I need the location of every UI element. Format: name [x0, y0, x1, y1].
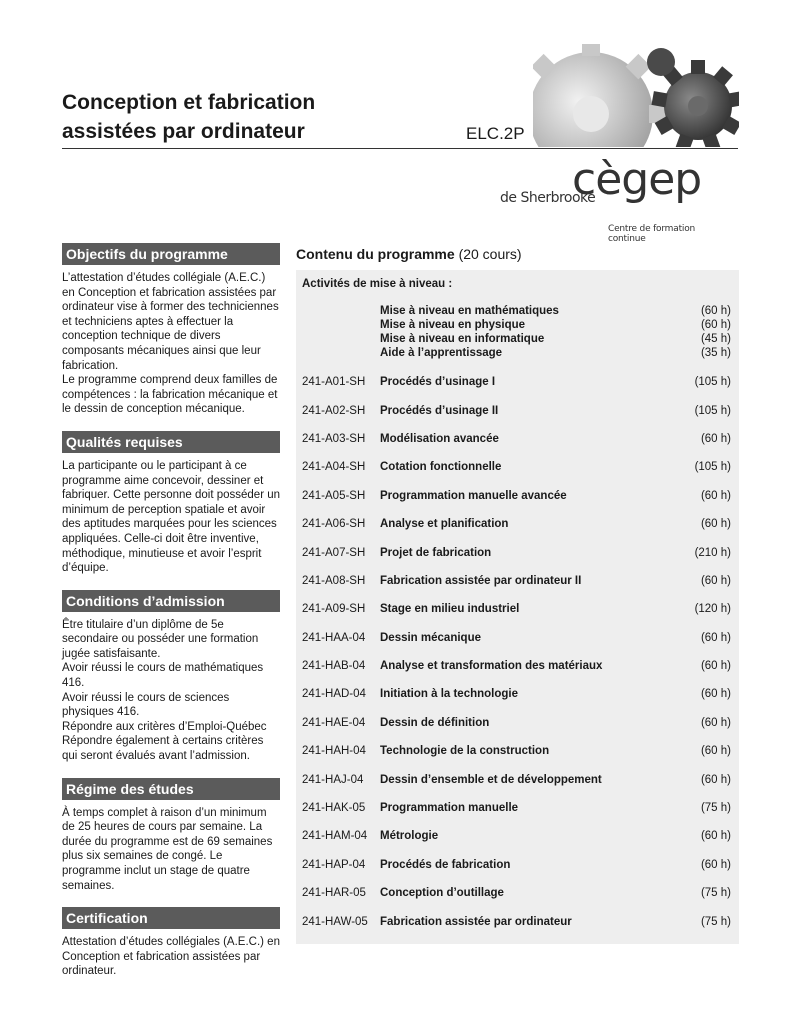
- course-hours: (210 h): [694, 546, 731, 559]
- course-code: 241-A05-SH: [302, 489, 366, 502]
- page-title: [62, 88, 315, 146]
- gears-image: [533, 44, 739, 147]
- course-hours: (60 h): [700, 688, 731, 701]
- table-row: [302, 737, 731, 765]
- table-row: [302, 709, 731, 737]
- course-hours: (60 h): [700, 745, 731, 758]
- course-hours: (120 h): [694, 603, 731, 616]
- table-row: [302, 680, 731, 708]
- page-title-line-2: assistées par ordinateur: [62, 120, 305, 143]
- table-row: [302, 510, 731, 538]
- course-code: 241-HAD-04: [302, 688, 366, 701]
- remise-hours: (60 h): [700, 305, 731, 317]
- course-list: [302, 368, 731, 936]
- remise-list: [302, 304, 731, 360]
- section-body: [62, 935, 280, 979]
- section-conditions: [62, 590, 280, 764]
- course-hours: (105 h): [694, 461, 731, 474]
- course-name: Initiation à la technologie: [380, 688, 519, 701]
- course-hours: (75 h): [700, 915, 731, 928]
- course-code: 241-HAM-04: [302, 830, 368, 843]
- course-name: Métrologie: [380, 830, 439, 843]
- course-name: Procédés d’usinage I: [380, 376, 496, 389]
- table-row: [302, 851, 731, 879]
- list-item: [302, 332, 731, 346]
- remise-title: Activités de mise à niveau :: [302, 278, 453, 290]
- course-code: 241-HAA-04: [302, 631, 366, 644]
- course-hours: (60 h): [700, 858, 731, 871]
- course-hours: (105 h): [694, 404, 731, 417]
- course-hours: (60 h): [700, 432, 731, 445]
- course-name: Dessin de définition: [380, 716, 490, 729]
- section-paragraph: Avoir réussi le cours de sciences physiques 416.: [62, 691, 230, 719]
- section-paragraph: Être titulaire d’un diplôme de 5e secondaire ou posséder une formation jugée satisfaisante.: [62, 618, 259, 660]
- course-name: Fabrication assistée par ordinateur: [380, 915, 572, 928]
- section-heading: Qualités requises: [62, 431, 280, 453]
- remise-hours: (35 h): [700, 347, 731, 359]
- section-certification: [62, 907, 280, 979]
- course-hours: (60 h): [700, 489, 731, 502]
- section-paragraph: Avoir réussi le cours de mathématiques 416.: [62, 662, 264, 690]
- content-heading: [296, 246, 739, 268]
- course-code: 241-HAH-04: [302, 745, 366, 758]
- course-code: 241-HAR-05: [302, 887, 366, 900]
- course-code: 241-A08-SH: [302, 574, 366, 587]
- list-item: [302, 318, 731, 332]
- course-hours: (75 h): [700, 887, 731, 900]
- course-name: Projet de fabrication: [380, 546, 492, 559]
- course-hours: (60 h): [700, 518, 731, 531]
- course-name: Analyse et planification: [380, 518, 509, 531]
- remise-name: Aide à l’apprentissage: [380, 347, 503, 359]
- course-name: Programmation manuelle avancée: [380, 489, 567, 502]
- course-name: Procédés d’usinage II: [380, 404, 499, 417]
- table-row: [302, 879, 731, 907]
- course-hours: (60 h): [700, 830, 731, 843]
- course-hours: (60 h): [700, 773, 731, 786]
- course-hours: (60 h): [700, 631, 731, 644]
- course-hours: (105 h): [694, 376, 731, 389]
- logo-subtitle: Centre de formation continue: [608, 224, 696, 244]
- course-code: 241-HAP-04: [302, 858, 366, 871]
- course-code: 241-A06-SH: [302, 518, 366, 531]
- section-paragraph: Attestation d’études collégiales (A.E.C.) en Conception et fabrication assistées par ordinateur.: [62, 936, 280, 978]
- section-objectifs: [62, 243, 280, 417]
- course-code: 241-HAW-05: [302, 915, 368, 928]
- table-row: [302, 368, 731, 396]
- course-name: Technologie de la construction: [380, 745, 550, 758]
- table-row: [302, 396, 731, 424]
- content-heading-title: Contenu du programme: [296, 246, 455, 262]
- left-column: [62, 243, 280, 993]
- course-hours: (60 h): [700, 660, 731, 673]
- section-paragraph: Répondre également à certains critères qui seront évalués avant l’admission.: [62, 735, 264, 763]
- course-hours: (60 h): [700, 716, 731, 729]
- remise-hours: (60 h): [700, 319, 731, 331]
- course-code: 241-A03-SH: [302, 432, 366, 445]
- table-row: [302, 453, 731, 481]
- course-code: 241-HAB-04: [302, 660, 366, 673]
- table-row: [302, 482, 731, 510]
- cegep-logo: [500, 154, 732, 244]
- section-heading: Objectifs du programme: [62, 243, 280, 265]
- section-body: [62, 459, 280, 576]
- table-row: [302, 794, 731, 822]
- course-name: Dessin d’ensemble et de développement: [380, 773, 602, 786]
- course-name: Stage en milieu industriel: [380, 603, 520, 616]
- course-code: 241-A07-SH: [302, 546, 366, 559]
- logo-place: de Sherbrooke: [500, 190, 596, 206]
- content-course-count: (20 cours): [458, 246, 522, 262]
- course-code: 241-HAK-05: [302, 802, 366, 815]
- course-name: Procédés de fabrication: [380, 858, 511, 871]
- section-paragraph: Répondre aux critères d’Emploi-Québec: [62, 720, 267, 733]
- section-body: [62, 618, 280, 764]
- section-heading: Régime des études: [62, 778, 280, 800]
- course-name: Conception d’outillage: [380, 887, 504, 900]
- course-name: Cotation fonctionnelle: [380, 461, 502, 474]
- section-heading: Conditions d’admission: [62, 590, 280, 612]
- course-name: Programmation manuelle: [380, 802, 519, 815]
- table-row: [302, 822, 731, 850]
- section-body: [62, 271, 280, 417]
- table-row: [302, 765, 731, 793]
- section-paragraph: L’attestation d’études collégiale (A.E.C.) en Conception et fabrication assistées par ordinateur vise à former des techniciennes et techniciens aptes à effectuer la conception technique de divers composants mécaniques ainsi que leur fabrication.: [62, 272, 279, 372]
- logo-brand: cègep: [572, 154, 702, 205]
- section-heading: Certification: [62, 907, 280, 929]
- table-row: [302, 538, 731, 566]
- course-name: Dessin mécanique: [380, 631, 481, 644]
- section-body: [62, 806, 280, 894]
- list-item: [302, 304, 731, 318]
- program-content: [296, 246, 739, 944]
- table-row: [302, 652, 731, 680]
- course-code: 241-A02-SH: [302, 404, 366, 417]
- table-row: [302, 595, 731, 623]
- course-code: 241-HAJ-04: [302, 773, 364, 786]
- course-hours: (60 h): [700, 574, 731, 587]
- remise-hours: (45 h): [700, 333, 731, 345]
- table-row: [302, 907, 731, 935]
- list-item: [302, 346, 731, 360]
- course-name: Fabrication assistée par ordinateur II: [380, 574, 582, 587]
- course-code: 241-HAE-04: [302, 716, 366, 729]
- remise-name: Mise à niveau en mathématiques: [380, 305, 559, 317]
- table-row: [302, 425, 731, 453]
- course-code: 241-A04-SH: [302, 461, 366, 474]
- program-code: ELC.2P: [466, 124, 525, 143]
- course-code: 241-A01-SH: [302, 376, 366, 389]
- course-hours: (75 h): [700, 802, 731, 815]
- section-paragraph: Le programme comprend deux familles de compétences : la fabrication mécanique et le dessin de conception mécanique.: [62, 374, 278, 416]
- course-panel: [296, 270, 739, 944]
- course-code: 241-A09-SH: [302, 603, 366, 616]
- section-qualites: [62, 431, 280, 576]
- remise-name: Mise à niveau en physique: [380, 319, 526, 331]
- section-paragraph: À temps complet à raison d’un minimum de 25 heures de cours par semaine. La durée du programme est de 69 semaines plus six semaines de congé. Le programme inclut un stage de quatre semaines.: [62, 806, 273, 892]
- course-name: Analyse et transformation des matériaux: [380, 660, 603, 673]
- table-row: [302, 567, 731, 595]
- section-regime: [62, 778, 280, 894]
- remise-name: Mise à niveau en informatique: [380, 333, 545, 345]
- table-row: [302, 624, 731, 652]
- page-title-line-1: Conception et fabrication: [62, 91, 316, 114]
- section-paragraph: La participante ou le participant à ce programme aime concevoir, dessiner et fabriquer. Cette personne doit posséder un minimum de perception spatiale et avoir des aptitudes marquées pour les sciences appliquées. Celle-ci doit être inventive, méthodique, minutieuse et avoir l’esprit d’équipe.: [62, 459, 281, 575]
- title-divider: [62, 148, 738, 149]
- course-name: Modélisation avancée: [380, 432, 499, 445]
